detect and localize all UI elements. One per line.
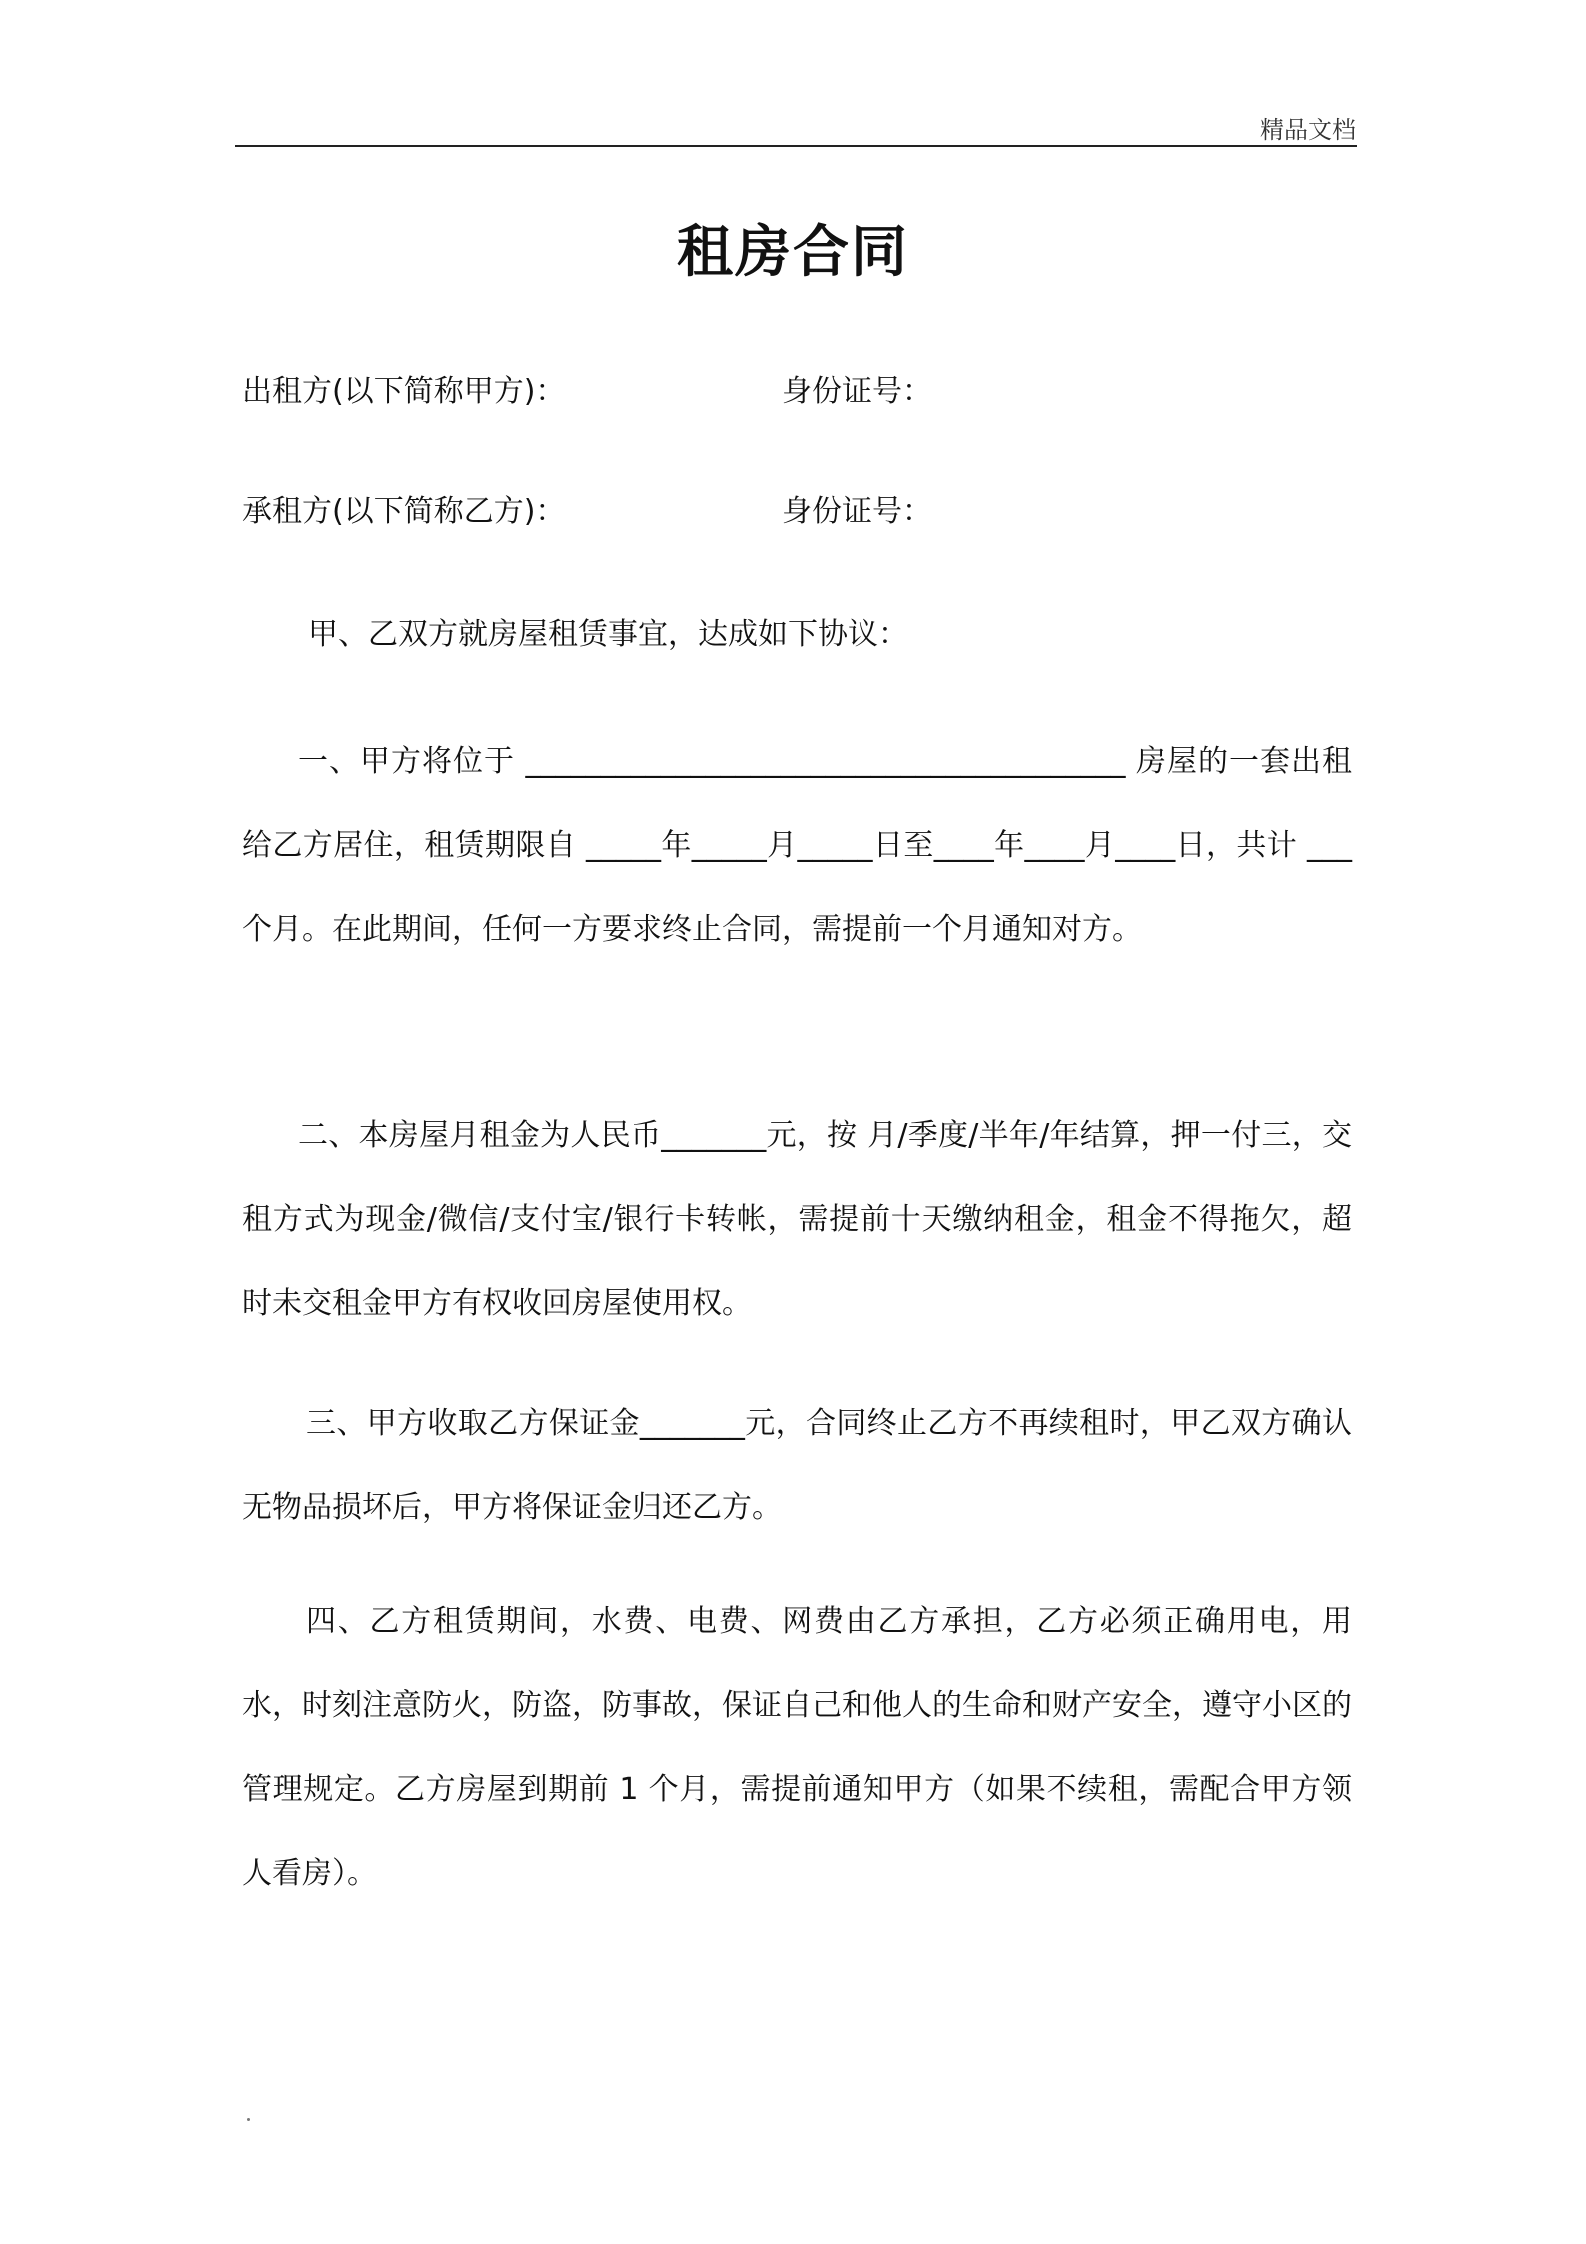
lessor-label: 出租方(以下简称甲方)：: [242, 374, 566, 409]
clause-1-lease-term: 一、甲方将位于 ________________________________________ 房屋的一套出租给乙方居住，租赁期限自 _____年_____月_____日至____年____月____日，共计 ___个月。在此期间，任何一方要求终止合同，需提前一个月通知对方。: [242, 744, 1352, 947]
lessee-label: 承租方(以下简称乙方)：: [242, 494, 566, 529]
lessor-id-label: 身份证号：: [782, 374, 932, 409]
lessee-id-label: 身份证号：: [782, 494, 932, 529]
document-title: 租房合同: [677, 220, 909, 285]
document-header-label: 精品文档: [1260, 116, 1356, 144]
footer-dot: [247, 2118, 250, 2121]
clause-3-deposit: 三、甲方收取乙方保证金_______元，合同终止乙方不再续租时，甲乙双方确认无物品损坏后，甲方将保证金归还乙方。: [242, 1406, 1352, 1525]
clause-4-tenant-obligations: 四、乙方租赁期间，水费、电费、网费由乙方承担，乙方必须正确用电，用水，时刻注意防火，防盗，防事故，保证自己和他人的生命和财产安全，遵守小区的管理规定。乙方房屋到期前 1 个月，需提前通知甲方（如果不续租，需配合甲方领人看房）。: [242, 1604, 1352, 1891]
clause-2-rent: 二、本房屋月租金为人民币_______元，按 月/季度/半年/年结算，押一付三，交租方式为现金/微信/支付宝/银行卡转帐，需提前十天缴纳租金，租金不得拖欠，超时未交租金甲方有权收回房屋使用权。: [242, 1118, 1352, 1321]
header-divider: [235, 145, 1357, 147]
agreement-intro: 甲、乙双方就房屋租赁事宜，达成如下协议：: [308, 617, 908, 652]
